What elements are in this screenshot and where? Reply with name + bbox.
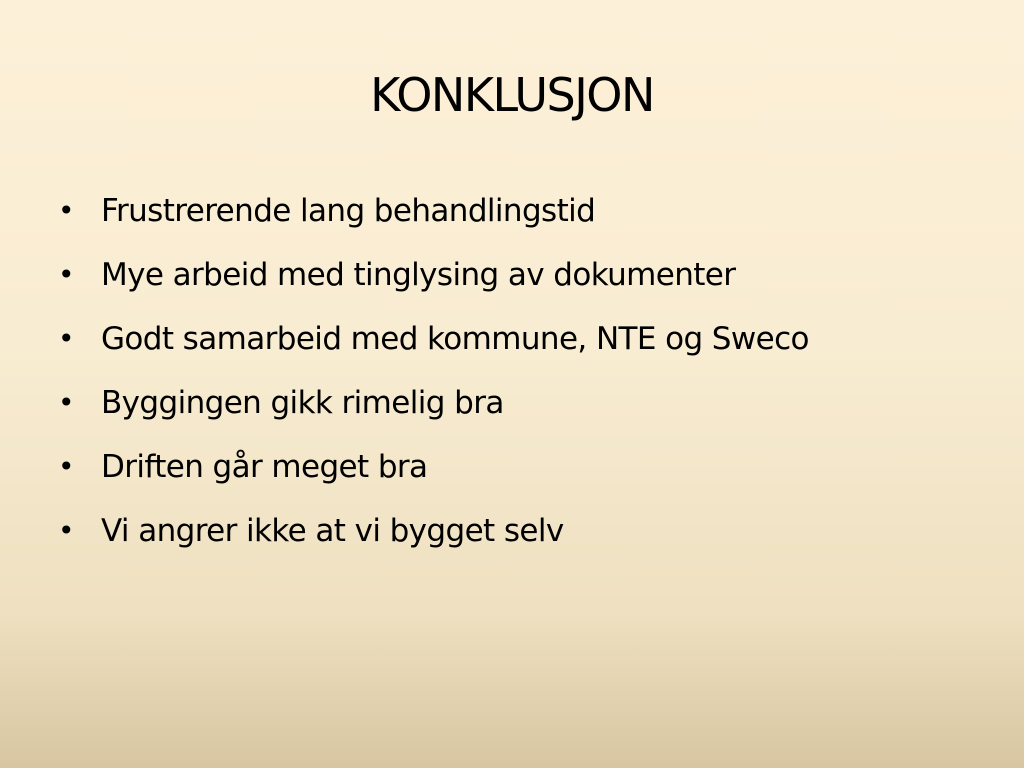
- bullet-text: Mye arbeid med tinglysing av dokumenter: [101, 257, 736, 293]
- bullet-item: [58, 185, 958, 237]
- bullet-icon: •: [58, 194, 74, 227]
- bullet-text: Godt samarbeid med kommune, NTE og Sweco: [101, 321, 809, 357]
- bullet-item: [58, 505, 958, 557]
- bullet-icon: •: [58, 450, 74, 483]
- bullet-icon: •: [58, 322, 74, 355]
- bullet-text: Vi angrer ikke at vi bygget selv: [101, 513, 564, 549]
- bullet-icon: •: [58, 258, 74, 291]
- bullet-text: Frustrerende lang behandlingstid: [101, 193, 596, 229]
- bullet-text: Byggingen gikk rimelig bra: [101, 385, 504, 421]
- bullet-icon: •: [58, 386, 74, 419]
- bullet-item: [58, 377, 958, 429]
- bullet-list: [58, 185, 958, 569]
- bullet-item: [58, 313, 958, 365]
- bullet-item: [58, 249, 958, 301]
- bullet-text: Driften går meget bra: [101, 449, 428, 485]
- bullet-icon: •: [58, 514, 74, 547]
- bullet-item: [58, 441, 958, 493]
- slide-title: KONKLUSJON: [370, 68, 654, 122]
